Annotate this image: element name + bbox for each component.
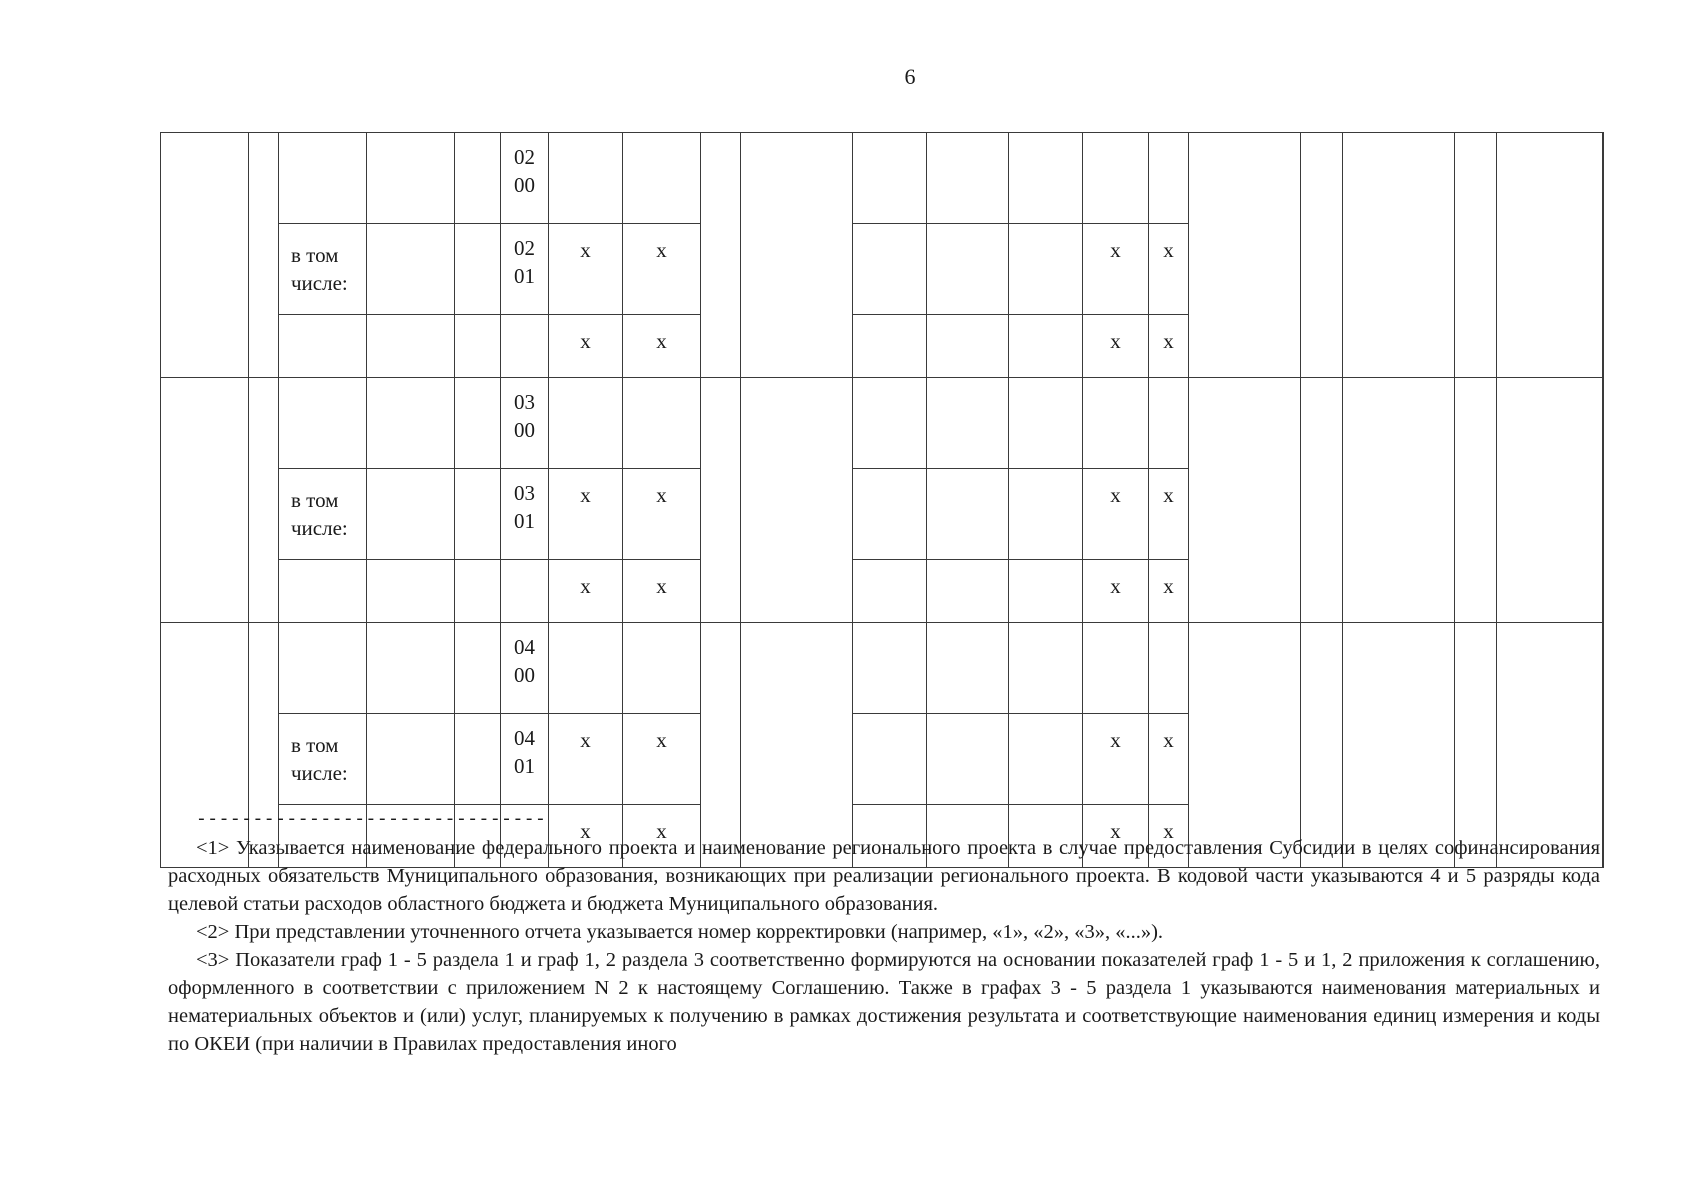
table-cell: [853, 714, 927, 805]
row-code-part: 00: [514, 418, 535, 442]
x-mark: x: [656, 238, 667, 262]
row-code: [501, 224, 549, 315]
x-cell: [549, 378, 623, 469]
row-label-text: в том числе:: [291, 733, 348, 785]
x-mark: x: [580, 329, 591, 353]
x-cell: [1149, 133, 1189, 224]
group-cell: [1301, 133, 1343, 378]
table-cell: [927, 623, 1009, 714]
row-label-text: в том числе:: [291, 243, 348, 295]
table-cell: [927, 133, 1009, 224]
footnote-1: <1> Указывается наименование федерального проекта и наименование регионального проекта в случае предоставления Субсидии в целях софинансирования расходных обязательств Муниципального образования, возникающих при реализации регионального проекта. В кодовой части указываются 4 и 5 разряды кода целевой статьи расходов областного бюджета и бюджета Муниципального образования.: [168, 837, 1600, 915]
x-mark: x: [656, 574, 667, 598]
table-body: [161, 133, 1604, 868]
table-cell: [853, 378, 927, 469]
row-code-part: 03: [514, 390, 535, 414]
x-mark: x: [1110, 329, 1121, 353]
x-cell: [1149, 714, 1189, 805]
x-cell: [1149, 315, 1189, 378]
table-cell: [367, 714, 455, 805]
table-cell: [927, 714, 1009, 805]
x-cell: [549, 560, 623, 623]
x-mark: x: [656, 483, 667, 507]
table-cell: [367, 469, 455, 560]
row-code-part: 01: [514, 264, 535, 288]
table-cell: [927, 560, 1009, 623]
table-cell: [853, 315, 927, 378]
table-cell: [367, 315, 455, 378]
x-cell: [1083, 623, 1149, 714]
group-cell: [1301, 378, 1343, 623]
group-cell: [161, 133, 249, 378]
x-cell: [1083, 378, 1149, 469]
table-cell: [367, 133, 455, 224]
x-cell: [623, 315, 701, 378]
table-cell: [455, 714, 501, 805]
group-cell: [1189, 133, 1301, 378]
x-mark: x: [1163, 238, 1174, 262]
table-cell: [455, 560, 501, 623]
group-cell: [1301, 623, 1343, 868]
table-cell: [1009, 714, 1083, 805]
table-row: [161, 623, 1604, 714]
table-cell: [927, 469, 1009, 560]
x-mark: x: [1110, 728, 1121, 752]
group-cell: [1455, 133, 1497, 378]
x-cell: [623, 623, 701, 714]
x-cell: [1083, 133, 1149, 224]
row-code-part: 01: [514, 509, 535, 533]
row-code-part: 04: [514, 726, 535, 750]
table-cell: [455, 623, 501, 714]
group-cell: [249, 378, 279, 623]
x-cell: [1149, 560, 1189, 623]
group-cell: [1497, 623, 1603, 868]
group-cell: [701, 133, 741, 378]
group-cell: [1603, 623, 1604, 868]
x-cell: [1149, 623, 1189, 714]
x-mark: x: [1163, 819, 1174, 843]
x-cell: [549, 714, 623, 805]
x-cell: [1083, 714, 1149, 805]
row-label: [279, 315, 367, 378]
group-cell: [1343, 133, 1455, 378]
x-mark: x: [1110, 819, 1121, 843]
group-cell: [161, 378, 249, 623]
x-cell: [549, 224, 623, 315]
table-cell: [927, 315, 1009, 378]
x-cell: [1083, 560, 1149, 623]
table-cell: [1009, 560, 1083, 623]
table-cell: [1009, 224, 1083, 315]
row-code-part: 00: [514, 173, 535, 197]
x-mark: x: [656, 329, 667, 353]
x-mark: x: [580, 819, 591, 843]
x-cell: [623, 560, 701, 623]
group-cell: [1343, 623, 1455, 868]
x-cell: [549, 469, 623, 560]
x-mark: x: [656, 728, 667, 752]
table-cell: [455, 133, 501, 224]
row-code-part: 02: [514, 145, 535, 169]
table-cell: [367, 560, 455, 623]
x-cell: [1083, 224, 1149, 315]
group-cell: [1497, 133, 1603, 378]
footnotes: [168, 834, 1600, 1058]
group-cell: [1189, 378, 1301, 623]
table-cell: [455, 224, 501, 315]
row-code-part: 01: [514, 754, 535, 778]
group-cell: [701, 378, 741, 623]
x-cell: [1149, 378, 1189, 469]
group-cell: [1189, 623, 1301, 868]
footnote-2: <2> При представлении уточненного отчета указывается номер корректировки (например, «1», «2», «3», «...»).: [196, 921, 1164, 943]
table-cell: [927, 224, 1009, 315]
table-row: [161, 133, 1604, 224]
table-row: [161, 378, 1604, 469]
group-cell: [1455, 623, 1497, 868]
row-code: [501, 714, 549, 805]
group-cell: [1603, 378, 1604, 623]
table-cell: [853, 560, 927, 623]
table-cell: [853, 469, 927, 560]
row-code-part: 03: [514, 481, 535, 505]
x-mark: x: [1163, 483, 1174, 507]
group-cell: [741, 133, 853, 378]
group-cell: [701, 623, 741, 868]
page-number: 6: [904, 64, 916, 89]
row-code: [501, 560, 549, 623]
table-cell: [367, 623, 455, 714]
row-code-part: 02: [514, 236, 535, 260]
table-cell: [1009, 315, 1083, 378]
table-cell: [1009, 133, 1083, 224]
row-label-text: в том числе:: [291, 488, 348, 540]
table-cell: [455, 469, 501, 560]
x-cell: [1149, 469, 1189, 560]
x-mark: x: [1163, 728, 1174, 752]
row-label: [279, 469, 367, 560]
row-code: [501, 623, 549, 714]
table-cell: [367, 224, 455, 315]
table-cell: [367, 378, 455, 469]
row-label: [279, 560, 367, 623]
group-cell: [161, 623, 249, 868]
table-cell: [455, 378, 501, 469]
group-cell: [741, 623, 853, 868]
group-cell: [741, 378, 853, 623]
x-mark: x: [580, 574, 591, 598]
group-cell: [249, 623, 279, 868]
table-cell: [1009, 469, 1083, 560]
x-mark: x: [1163, 574, 1174, 598]
row-label: [279, 133, 367, 224]
group-cell: [1603, 133, 1604, 378]
row-label: [279, 378, 367, 469]
row-code: [501, 315, 549, 378]
row-code: [501, 469, 549, 560]
x-cell: [623, 714, 701, 805]
x-mark: x: [580, 483, 591, 507]
x-mark: x: [1110, 238, 1121, 262]
group-cell: [1343, 378, 1455, 623]
table-cell: [853, 133, 927, 224]
x-mark: x: [1110, 483, 1121, 507]
x-cell: [623, 378, 701, 469]
row-label: [279, 623, 367, 714]
row-label: [279, 224, 367, 315]
row-code: [501, 133, 549, 224]
x-mark: x: [580, 238, 591, 262]
x-cell: [623, 133, 701, 224]
x-cell: [1083, 469, 1149, 560]
x-mark: x: [1163, 329, 1174, 353]
table-cell: [853, 623, 927, 714]
x-mark: x: [1110, 574, 1121, 598]
x-cell: [549, 315, 623, 378]
table-cell: [455, 315, 501, 378]
x-cell: [1083, 315, 1149, 378]
table-cell: [1009, 378, 1083, 469]
footnote-3: <3> Показатели граф 1 - 5 раздела 1 и граф 1, 2 раздела 3 соответственно формируются на основании показателей граф 1 - 5 и 1, 2 приложения к соглашению, оформленного в соответствии с приложением N 2 к настоящему Соглашению. Также в графах 3 - 5 раздела 1 указываются наименования материальных и нематериальных объектов и (или) услуг, планируемых к получению в рамках достижения результата и соответствующие наименования единиц измерения и коды по ОКЕИ (при наличии в Правилах предоставления иного: [168, 949, 1600, 1055]
report-table: [160, 132, 1604, 868]
x-cell: [549, 623, 623, 714]
row-label: [279, 714, 367, 805]
x-mark: x: [580, 728, 591, 752]
group-cell: [1497, 378, 1603, 623]
table-cell: [853, 224, 927, 315]
group-cell: [249, 133, 279, 378]
table-cell: [927, 378, 1009, 469]
row-code: [501, 378, 549, 469]
x-cell: [1149, 224, 1189, 315]
row-code-part: 00: [514, 663, 535, 687]
x-cell: [549, 133, 623, 224]
x-cell: [623, 224, 701, 315]
table-cell: [1009, 623, 1083, 714]
x-cell: [623, 469, 701, 560]
row-code-part: 04: [514, 635, 535, 659]
group-cell: [1455, 378, 1497, 623]
footnote-separator: -------------------------------: [196, 810, 547, 830]
x-mark: x: [656, 819, 667, 843]
